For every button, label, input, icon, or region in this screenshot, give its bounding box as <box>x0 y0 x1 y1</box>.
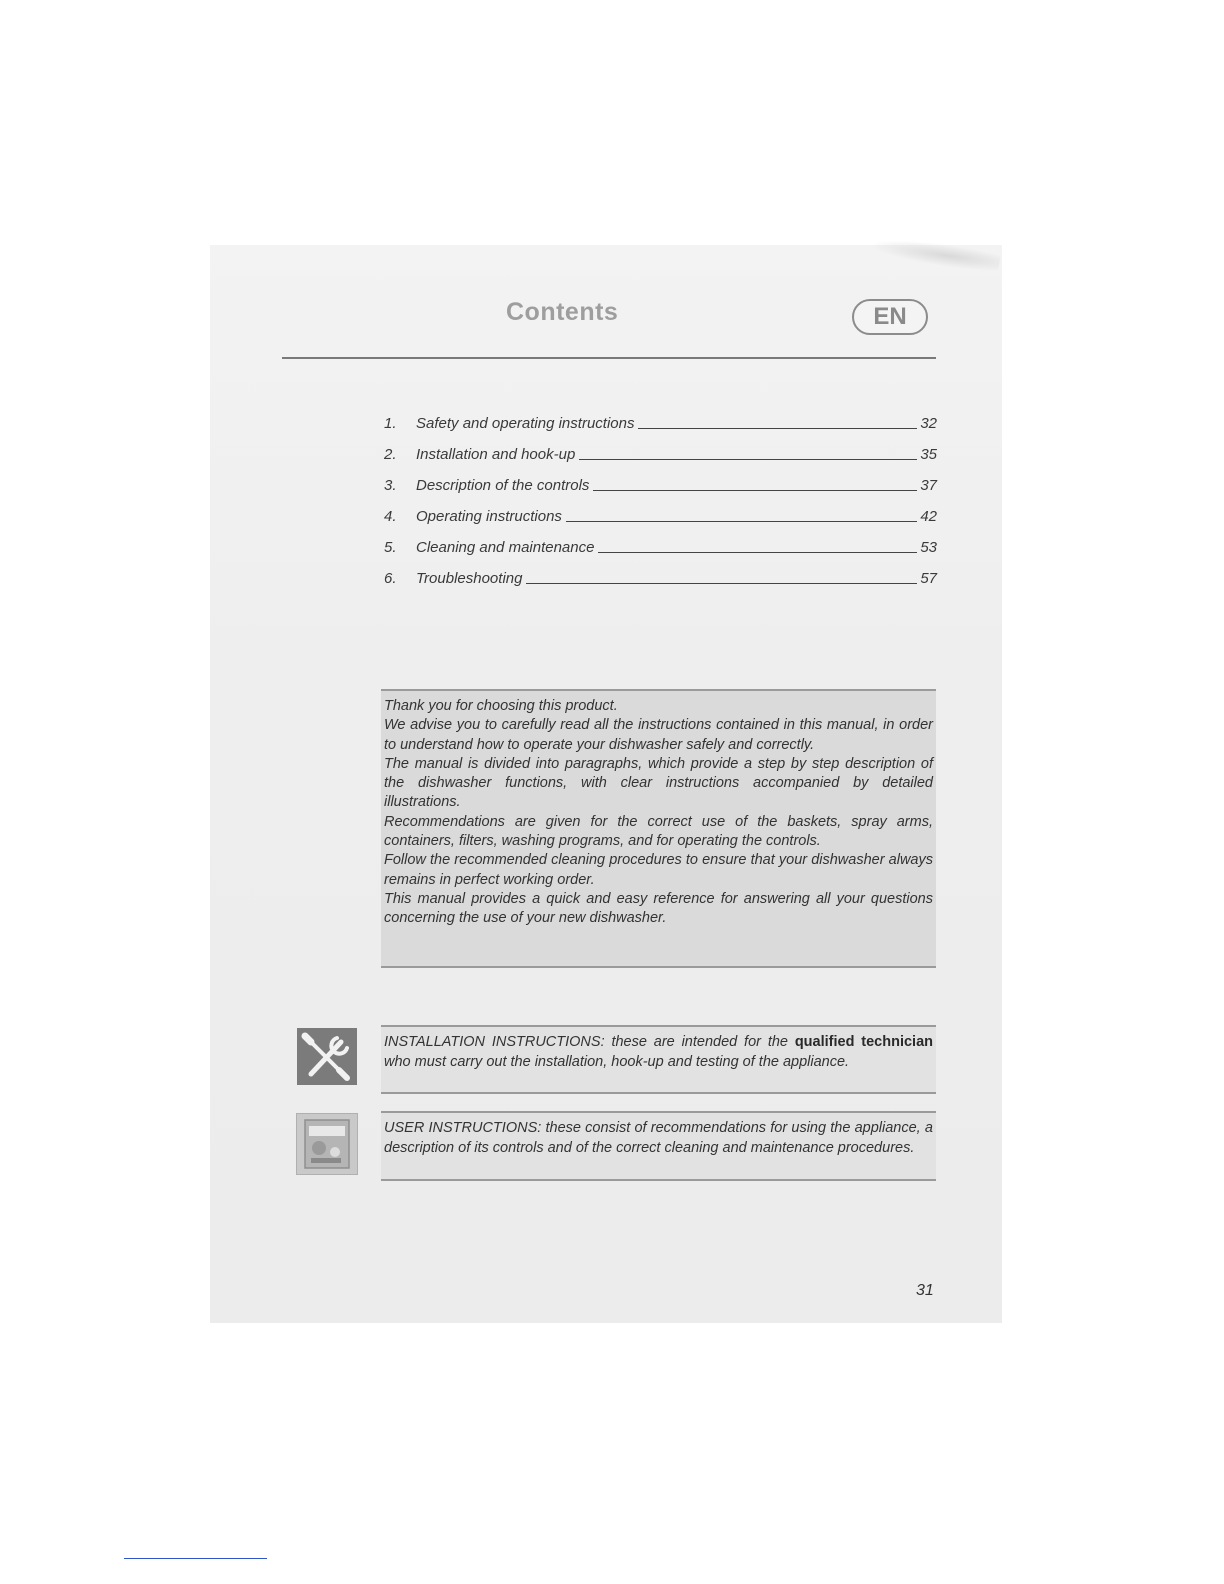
language-badge: EN <box>852 299 928 335</box>
toc-entry-label: Operating instructions <box>416 508 562 525</box>
toc-entry-label: Troubleshooting <box>416 570 523 587</box>
toc-entry-page: 37 <box>920 477 937 494</box>
title-divider <box>282 357 936 359</box>
user-note-text: USER INSTRUCTIONS: these consist of recommendations for using the appliance, a description of its controls and of the correct cleaning and maintenance procedures. <box>384 1120 933 1156</box>
toc-entry-label: Description of the controls <box>416 477 590 494</box>
intro-paragraph: This manual provides a quick and easy reference for answering all your questions concerning the use of your new dishwasher. <box>384 890 933 927</box>
toc-entry-label: Safety and operating instructions <box>416 415 635 432</box>
toc-entry[interactable] <box>384 494 937 525</box>
installation-note-tail: who must carry out the installation, hook-up and testing of the appliance. <box>384 1053 850 1070</box>
toc-entry-number: 1. <box>384 415 397 432</box>
intro-paragraph: Follow the recommended cleaning procedures to ensure that your dishwasher always remains in perfect working order. <box>384 852 933 888</box>
toc-leader-line <box>593 490 917 491</box>
wrench-screwdriver-icon <box>297 1028 357 1085</box>
toc-entry-page: 53 <box>920 539 937 556</box>
installation-note <box>381 1025 936 1094</box>
page-number: 31 <box>916 1282 934 1299</box>
toc-entry-label: Installation and hook-up <box>416 446 576 463</box>
toc-leader-line <box>579 459 917 460</box>
intro-paragraph: Thank you for choosing this product. <box>384 698 618 714</box>
toc-entry-number: 5. <box>384 539 397 556</box>
intro-paragraph: We advise you to carefully read all the instructions contained in this manual, in order to understand how to operate your dishwasher safely and correctly. <box>384 717 933 753</box>
table-of-contents <box>384 401 937 587</box>
toc-entry[interactable] <box>384 401 937 432</box>
user-note <box>381 1111 936 1181</box>
intro-box <box>381 689 936 968</box>
intro-paragraph: Recommendations are given for the correct use of the baskets, spray arms, containers, filters, washing programs, and for operating the controls. <box>384 813 933 850</box>
toc-entry-number: 3. <box>384 477 397 494</box>
installation-note-lead: INSTALLATION INSTRUCTIONS: these are intended for the <box>384 1034 795 1050</box>
page-title: Contents <box>506 298 619 326</box>
toc-leader-line <box>598 552 917 553</box>
toc-entry[interactable] <box>384 463 937 494</box>
toc-leader-line <box>526 583 917 584</box>
toc-leader-line <box>566 521 917 522</box>
toc-entry-page: 32 <box>920 415 937 432</box>
toc-entry-number: 6. <box>384 570 397 587</box>
toc-entry-label: Cleaning and maintenance <box>416 539 595 556</box>
toc-entry-page: 42 <box>920 508 937 525</box>
installation-note-emphasis: qualified technician <box>794 1034 934 1050</box>
toc-entry[interactable] <box>384 556 937 587</box>
dishwasher-user-icon <box>296 1113 358 1175</box>
toc-entry[interactable] <box>384 525 937 556</box>
footnote-divider <box>124 1558 267 1559</box>
toc-entry-number: 2. <box>384 446 397 463</box>
toc-entry-number: 4. <box>384 508 397 525</box>
toc-entry[interactable] <box>384 432 937 463</box>
intro-paragraph: The manual is divided into paragraphs, which provide a step by step description of the dishwasher functions, with clear instructions accompanied by detailed illustrations. <box>384 755 933 811</box>
toc-entry-page: 57 <box>920 570 937 587</box>
toc-leader-line <box>638 428 917 429</box>
installation-note-text <box>384 1033 933 1072</box>
toc-entry-page: 35 <box>920 446 937 463</box>
